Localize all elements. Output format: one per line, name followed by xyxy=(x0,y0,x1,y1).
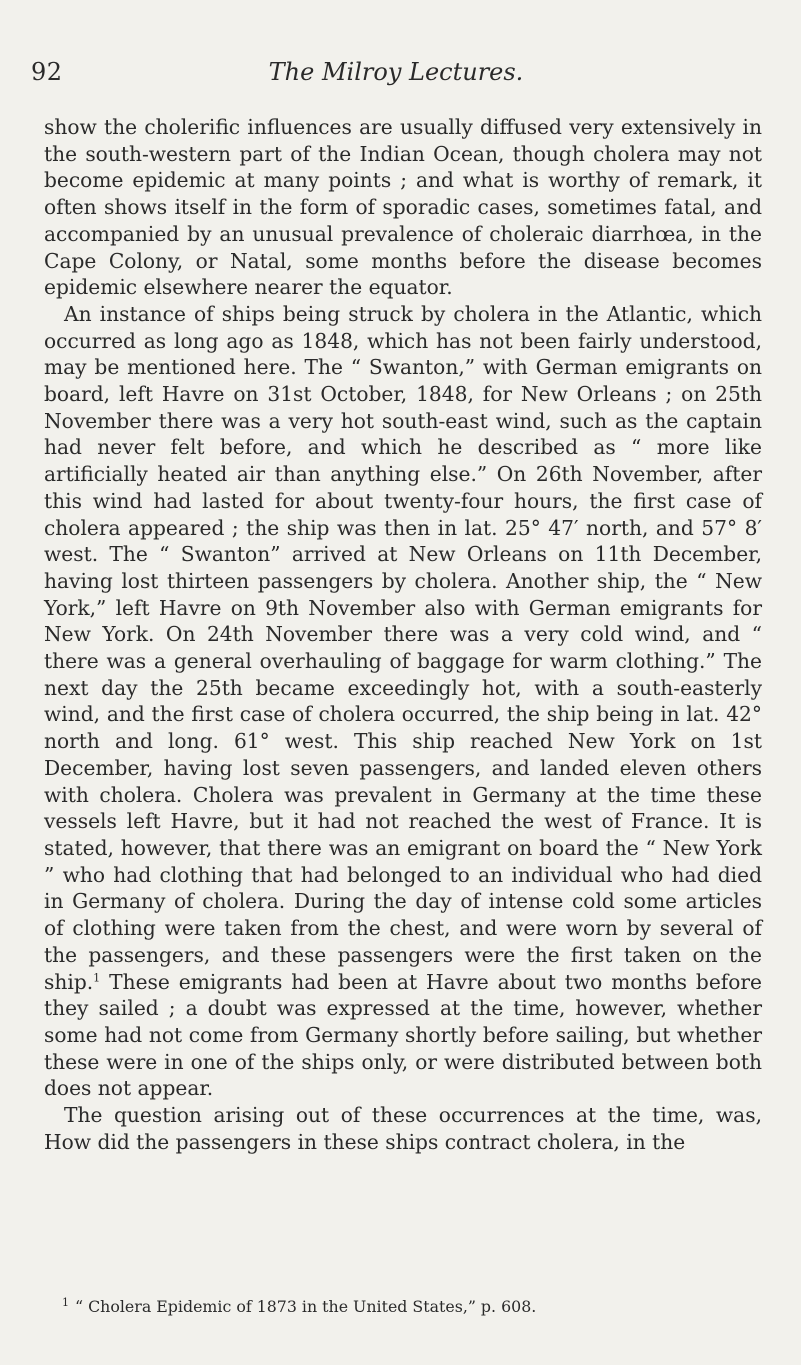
footnote-marker: 1 xyxy=(62,1296,69,1309)
footnote-reference: 1 xyxy=(93,970,101,984)
footnote-text: “ Cholera Epidemic of 1873 in the United States,” p. 608. xyxy=(75,1297,537,1316)
footnote xyxy=(62,1292,762,1318)
body-text xyxy=(44,114,762,1155)
paragraph-text: An instance of ships being struck by cholera in the Atlantic, which occurred as long ago as 1848, which has not been fairly understood, may be mentioned here. The “ Swanton,” with German emigrants on board, left Havre on 31st October, 1848, for New Orleans ; on 25th November there was a very hot south-east wind, such as the captain had never felt before, and which he described as “ more like artificially heated air than anything else.” On 26th November, after this wind had lasted for about twenty-four hours, the first case of cholera appeared ; the ship was then in lat. 25° 47′ north, and 57° 8′ west. The “ Swanton” arrived at New Orleans on 11th December, having lost thirteen passengers by cholera. Another ship, the “ New York,” left Havre on 9th November also with German emigrants for New York. On 24th November there was a very cold wind, and “ there was a general overhauling of baggage for warm clothing.” The next day the 25th became exceedingly hot, with a south-easterly wind, and the first case of cholera occurred, the ship being in lat. 42° north and long. 61° west. This ship reached New York on 1st December, having lost seven passengers, and landed eleven others with cholera. Cholera was prevalent in Germany at the time these vessels left Havre, but it had not reached the west of France. It is stated, however, that there was an emigrant on board the “ New York ” who had clothing that had belonged to an individual who had died in Germany of cholera. During the day of intense cold some articles of clothing were taken from the chest, and were worn by several of the passengers, and these passengers were the first taken on the ship. xyxy=(44,301,762,994)
paragraph xyxy=(44,301,762,1102)
page-number: 92 xyxy=(31,58,63,86)
paragraph: show the cholerific influences are usually diffused very extensively in the south-western part of the Indian Ocean, though cholera may not become epidemic at many points ; and what is worthy of remark, it often shows itself in the form of sporadic cases, sometimes fatal, and accompanied by an unusual prevalence of choleraic diarrhœa, in the Cape Colony, or Natal, some months before the disease becomes epidemic elsewhere nearer the equator. xyxy=(44,115,762,300)
running-title: The Milroy Lectures. xyxy=(268,58,524,86)
paragraph: The question arising out of these occurrences at the time, was, How did the passengers in these ships contract cholera, in the xyxy=(44,1103,762,1154)
paragraph-text: These emigrants had been at Havre about two months before they sailed ; a doubt was expressed at the time, however, whether some had not come from Germany shortly before sailing, but whether these were in one of the ships only, or were distributed between both does not appear. xyxy=(44,969,762,1101)
page-header xyxy=(31,58,761,98)
